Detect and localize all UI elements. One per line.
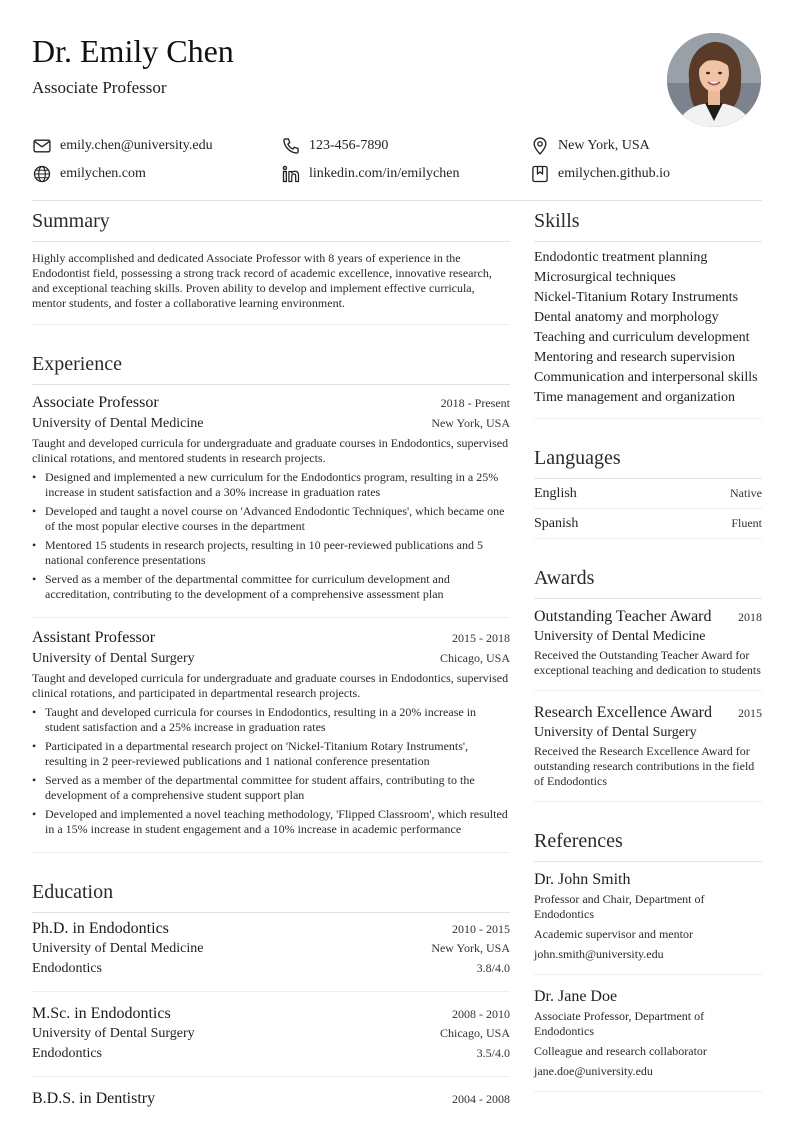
education-entry xyxy=(32,1077,510,1121)
contact-location xyxy=(530,133,650,159)
skill-item: Dental anatomy and morphology xyxy=(534,310,719,325)
award-year: 2015 xyxy=(738,706,762,720)
award-entry xyxy=(534,599,762,691)
bullet-item: • Taught and developed curricula for courses in Endodontics, resulting in a 20% increase in student satisfaction and a 25% increase in graduation rates xyxy=(32,705,510,735)
phone-text: 123-456-7890 xyxy=(309,138,389,153)
education-degree: Ph.D. in Endodontics xyxy=(32,920,169,937)
section-title-summary: Summary xyxy=(32,200,510,242)
bookmark-page-icon xyxy=(530,164,550,184)
reference-relation: Colleague and research collaborator xyxy=(534,1044,707,1058)
mail-icon xyxy=(32,136,52,156)
experience-entry xyxy=(32,618,510,853)
education-dates: 2008 - 2010 xyxy=(452,1007,510,1021)
reference-name: Dr. John Smith xyxy=(534,871,631,888)
language-item xyxy=(534,509,762,539)
skill-item: Microsurgical techniques xyxy=(534,270,676,285)
reference-relation: Academic supervisor and mentor xyxy=(534,927,693,941)
section-title-education: Education xyxy=(32,871,510,913)
phone-icon xyxy=(281,136,301,156)
contact-bar xyxy=(32,133,762,189)
language-name: English xyxy=(534,486,577,501)
experience-description: Taught and developed curricula for undergraduate and graduate courses in Endodontics, supervised clinical rotations, and mentored students in research projects. xyxy=(32,436,509,465)
bullet-item: • Developed and implemented a novel teaching methodology, 'Flipped Classroom', which resulted in a 15% increase in student engagement and a 10% increase in academic performance xyxy=(32,807,510,837)
skill-item: Communication and interpersonal skills xyxy=(534,370,758,385)
language-level: Fluent xyxy=(731,516,762,530)
location-text: New York, USA xyxy=(558,138,650,153)
education-degree: B.D.S. in Dentistry xyxy=(32,1090,156,1107)
experience-entry xyxy=(32,385,510,618)
education-entry xyxy=(32,913,510,992)
linkedin-text: linkedin.com/in/emilychen xyxy=(309,166,460,181)
experience-org: University of Dental Medicine xyxy=(32,416,204,431)
bullet-item: • Participated in a departmental research project on 'Nickel-Titanium Rotary Instruments', resulting in 2 peer-reviewed publications and 1 national conference presentation xyxy=(32,739,510,769)
language-item xyxy=(534,479,762,509)
portrait-illustration xyxy=(667,33,761,127)
summary-text: Highly accomplished and dedicated Associate Professor with 8 years of experience in the Endodontist field, possessing a strong track record of academic excellence, innovative research, and exceptional teaching skills. Proven ability to develop and implement effective curricula, mentor students, and foster a collaborative learning environment. xyxy=(32,242,510,325)
section-title-languages: Languages xyxy=(534,437,762,479)
experience-bullets xyxy=(32,705,510,837)
skill-item: Teaching and curriculum development xyxy=(534,330,750,345)
reference-email[interactable]: john.smith@university.edu xyxy=(534,947,664,961)
globe-icon xyxy=(32,164,52,184)
reference-position: Professor and Chair, Department of Endodontics xyxy=(534,892,705,921)
section-title-references: References xyxy=(534,820,762,862)
skill-item: Nickel-Titanium Rotary Instruments xyxy=(534,290,739,305)
language-name: Spanish xyxy=(534,516,579,531)
education-field: Endodontics xyxy=(32,961,102,976)
candidate-name: Dr. Emily Chen xyxy=(32,33,234,69)
education-location: New York, USA xyxy=(431,941,510,955)
experience-bullets xyxy=(32,470,510,602)
right-column xyxy=(534,200,762,1092)
reference-name: Dr. Jane Doe xyxy=(534,988,618,1005)
section-title-experience: Experience xyxy=(32,343,510,385)
contact-email[interactable] xyxy=(32,133,213,159)
candidate-title: Associate Professor xyxy=(32,78,167,97)
award-description: Received the Research Excellence Award for outstanding research contributions in the field of Endodontics xyxy=(534,744,755,788)
reference-email[interactable]: jane.doe@university.edu xyxy=(534,1064,653,1078)
bullet-item: • Served as a member of the departmental committee for student affairs, contributing to the development of a comprehensive student support plan xyxy=(32,773,510,803)
bullet-item: • Mentored 15 students in research projects, resulting in 10 peer-reviewed publications and 5 national conference presentations xyxy=(32,538,510,568)
language-level: Native xyxy=(730,486,762,500)
award-description: Received the Outstanding Teacher Award for exceptional teaching and dedication to students xyxy=(534,648,761,677)
experience-org: University of Dental Surgery xyxy=(32,651,195,666)
experience-location: Chicago, USA xyxy=(440,651,510,665)
contact-github[interactable] xyxy=(530,161,670,187)
education-school: University of Dental Surgery xyxy=(32,1026,195,1041)
experience-description: Taught and developed curricula for undergraduate and graduate courses in Endodontics, supervised clinical rotations, and participated in departmental research projects. xyxy=(32,671,509,700)
linkedin-icon xyxy=(281,164,301,184)
reference-entry xyxy=(534,975,762,1092)
education-entry xyxy=(32,992,510,1077)
award-title: Research Excellence Award xyxy=(534,704,712,721)
bullet-item: • Developed and taught a novel course on 'Advanced Endodontic Techniques', which became one of the most popular elective courses in the department xyxy=(32,504,510,534)
bullet-item: • Served as a member of the departmental committee for curriculum development and accreditation, contributing to the development of a comprehensive assessment plan xyxy=(32,572,510,602)
website-text: emilychen.com xyxy=(60,166,146,181)
resume-page xyxy=(32,0,762,1123)
skill-item: Time management and organization xyxy=(534,390,736,405)
map-pin-icon xyxy=(530,136,550,156)
education-location: Chicago, USA xyxy=(440,1026,510,1040)
section-title-skills: Skills xyxy=(534,200,762,242)
education-school: University of Dental Medicine xyxy=(32,941,204,956)
contact-phone[interactable] xyxy=(281,133,388,159)
education-dates: 2010 - 2015 xyxy=(452,922,510,936)
contact-linkedin[interactable] xyxy=(281,161,459,187)
bullet-item: • Designed and implemented a new curriculum for the Endodontics program, resulting in a 25% increase in student satisfaction and a 30% increase in graduation rates xyxy=(32,470,510,500)
reference-position: Associate Professor, Department of Endodontics xyxy=(534,1009,705,1038)
award-entry xyxy=(534,691,762,802)
award-org: University of Dental Medicine xyxy=(534,629,706,644)
experience-location: New York, USA xyxy=(431,416,510,430)
skill-item: Endodontic treatment planning xyxy=(534,250,708,265)
education-dates: 2004 - 2008 xyxy=(452,1092,510,1106)
experience-dates: 2015 - 2018 xyxy=(452,631,510,645)
left-column xyxy=(32,200,510,1121)
reference-entry xyxy=(534,862,762,975)
avatar xyxy=(667,33,761,127)
contact-website[interactable] xyxy=(32,161,146,187)
github-text: emilychen.github.io xyxy=(558,166,670,181)
award-title: Outstanding Teacher Award xyxy=(534,608,712,625)
experience-dates: 2018 - Present xyxy=(440,396,510,410)
email-text: emily.chen@university.edu xyxy=(60,138,213,153)
experience-role: Assistant Professor xyxy=(32,629,156,646)
education-degree: M.Sc. in Endodontics xyxy=(32,1005,171,1022)
skill-item: Mentoring and research supervision xyxy=(534,350,735,365)
award-org: University of Dental Surgery xyxy=(534,725,697,740)
education-gpa: 3.5/4.0 xyxy=(476,1046,510,1060)
education-gpa: 3.8/4.0 xyxy=(476,961,510,975)
experience-role: Associate Professor xyxy=(32,394,159,411)
award-year: 2018 xyxy=(738,610,762,624)
skills-list xyxy=(534,242,762,419)
section-title-awards: Awards xyxy=(534,557,762,599)
education-field: Endodontics xyxy=(32,1046,102,1061)
